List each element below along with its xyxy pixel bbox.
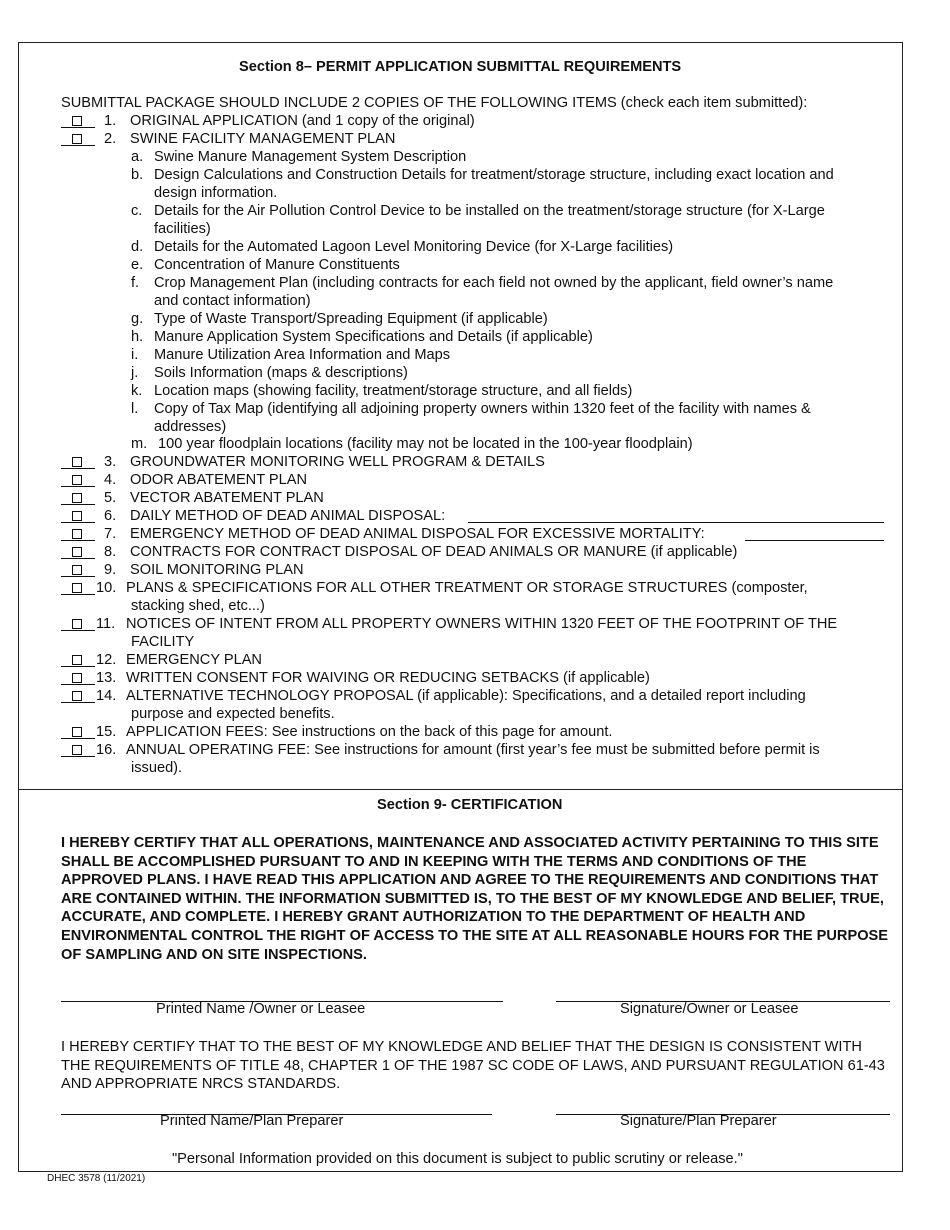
subitem-letter: d. (131, 239, 144, 255)
checkbox-12[interactable] (72, 655, 82, 665)
item-text: ANNUAL OPERATING FEE: See instructions for amount (first year’s fee must be submitted before permit is (126, 742, 820, 758)
checkbox-underline (61, 702, 95, 703)
item-number: 14. (96, 688, 117, 704)
checkbox-underline (61, 145, 95, 146)
item-number: 9. (104, 562, 117, 578)
subitem-text: Location maps (showing facility, treatment/storage structure, and all fields) (154, 383, 633, 399)
item-number: 7. (104, 526, 117, 542)
item-text: GROUNDWATER MONITORING WELL PROGRAM & DETAILS (130, 454, 545, 470)
subitem-letter: g. (131, 311, 144, 327)
item-text: SOIL MONITORING PLAN (130, 562, 304, 578)
checkbox-underline (61, 486, 95, 487)
design-certification: I HEREBY CERTIFY THAT TO THE BEST OF MY KNOWLEDGE AND BELIEF THAT THE DESIGN IS CONSISTENT WITH THE REQUIREMENTS OF TITLE 48, CHAPTER 1 OF THE 1987 SC CODE OF LAWS, AND PURSUANT REGULATION 61-43 AND APPROPRIATE NRCS STANDARDS. (61, 1039, 885, 1093)
subitem-letter: h. (131, 329, 144, 345)
subitem-text: Details for the Air Pollution Control Device to be installed on the treatment/storage structure (for X-Large (154, 203, 825, 219)
checkbox-6[interactable] (72, 511, 82, 521)
item-number: 13. (96, 670, 117, 686)
item-number: 12. (96, 652, 117, 668)
subitem-text: 100 year floodplain locations (facility may not be located in the 100-year floodplain) (158, 436, 693, 452)
subitem-text: Manure Utilization Area Information and Maps (154, 347, 451, 363)
certification-statement: I HEREBY CERTIFY THAT ALL OPERATIONS, MAINTENANCE AND ASSOCIATED ACTIVITY PERTAINING TO THIS SITE SHALL BE ACCOMPLISHED PURSUANT TO AND IN KEEPING WITH THE TERMS AND CONDITIONS OF THE APPROVED PLANS. I HAVE READ THIS APPLICATION AND AGREE TO THE REQUIREMENTS AND CONDITIONS THAT ARE CONTAINED WITHIN. THE INFORMATION SUBMITTED IS, TO THE BEST OF MY KNOWLEDGE AND BELIEF, TRUE, ACCURATE, AND COMPLETE. I HEREBY GRANT AUTHORIZATION TO THE DEPARTMENT OF HEALTH AND ENVIRONMENTAL CONTROL THE RIGHT OF ACCESS TO THE SITE AT ALL REASONABLE HOURS FOR THE PURPOSE OF SAMPLING AND ON SITE INSPECTIONS. (61, 835, 889, 963)
checkbox-16[interactable] (72, 745, 82, 755)
checkbox-7[interactable] (72, 529, 82, 539)
item-text-cont: stacking shed, etc...) (131, 598, 265, 614)
checkbox-10[interactable] (72, 583, 82, 593)
subitem-letter: a. (131, 149, 144, 165)
item-text: VECTOR ABATEMENT PLAN (130, 490, 324, 506)
emergency-disposal-input-line[interactable] (745, 540, 884, 541)
subitem-text: Soils Information (maps & descriptions) (154, 365, 408, 381)
form-id: DHEC 3578 (11/2021) (47, 1173, 146, 1184)
subitem-text-cont: facilities) (154, 221, 211, 237)
item-text: CONTRACTS FOR CONTRACT DISPOSAL OF DEAD ANIMALS OR MANURE (if applicable) (130, 544, 738, 560)
checkbox-13[interactable] (72, 673, 82, 683)
daily-disposal-input-line[interactable] (468, 522, 884, 523)
item-text: NOTICES OF INTENT FROM ALL PROPERTY OWNERS WITHIN 1320 FEET OF THE FOOTPRINT OF THE (126, 616, 838, 632)
item-number: 4. (104, 472, 117, 488)
item-number: 2. (104, 131, 117, 147)
section9-title: Section 9- CERTIFICATION (377, 797, 563, 813)
item-text: WRITTEN CONSENT FOR WAIVING OR REDUCING SETBACKS (if applicable) (126, 670, 650, 686)
subitem-letter: j. (131, 365, 139, 381)
subitem-letter: m. (131, 436, 148, 452)
subitem-text-cont: design information. (154, 185, 278, 201)
item-text: DAILY METHOD OF DEAD ANIMAL DISPOSAL: (130, 508, 446, 524)
checkbox-2[interactable] (72, 134, 82, 144)
item-number: 6. (104, 508, 117, 524)
item-number: 3. (104, 454, 117, 470)
item-number: 15. (96, 724, 117, 740)
item-number: 16. (96, 742, 117, 758)
subitem-text-cont: addresses) (154, 419, 227, 435)
preparer-signature-label: Signature/Plan Preparer (620, 1113, 777, 1129)
item-text: EMERGENCY METHOD OF DEAD ANIMAL DISPOSAL FOR EXCESSIVE MORTALITY: (130, 526, 705, 542)
owner-signature-label: Signature/Owner or Leasee (620, 1001, 799, 1017)
subitem-text: Swine Manure Management System Description (154, 149, 467, 165)
item-number: 5. (104, 490, 117, 506)
checkbox-underline (61, 468, 95, 469)
checkbox-underline (61, 684, 95, 685)
checkbox-4[interactable] (72, 475, 82, 485)
checkbox-underline (61, 522, 95, 523)
checkbox-15[interactable] (72, 727, 82, 737)
subitem-text: Concentration of Manure Constituents (154, 257, 400, 273)
checkbox-underline (61, 594, 95, 595)
item-text: ORIGINAL APPLICATION (and 1 copy of the original) (130, 113, 475, 129)
subitem-letter: k. (131, 383, 143, 399)
subitem-letter: e. (131, 257, 144, 273)
checkbox-underline (61, 576, 95, 577)
checkbox-underline (61, 666, 95, 667)
subitem-letter: l. (131, 401, 139, 417)
item-number: 10. (96, 580, 117, 596)
item-text-cont: FACILITY (131, 634, 195, 650)
checkbox-5[interactable] (72, 493, 82, 503)
subitem-text: Design Calculations and Construction Details for treatment/storage structure, including exact location and (154, 167, 834, 183)
subitem-letter: f. (131, 275, 140, 291)
subitem-letter: c. (131, 203, 143, 219)
item-text: APPLICATION FEES: See instructions on the back of this page for amount. (126, 724, 613, 740)
section8-title: Section 8– PERMIT APPLICATION SUBMITTAL REQUIREMENTS (239, 59, 682, 75)
subitem-text: Copy of Tax Map (identifying all adjoining property owners within 1320 feet of the facility with names & (154, 401, 811, 417)
checkbox-underline (61, 504, 95, 505)
checkbox-underline (61, 558, 95, 559)
section-divider (18, 789, 903, 790)
checkbox-3[interactable] (72, 457, 82, 467)
item-number: 8. (104, 544, 117, 560)
checkbox-underline (61, 756, 95, 757)
subitem-text: Type of Waste Transport/Spreading Equipment (if applicable) (154, 311, 548, 327)
checkbox-1[interactable] (72, 116, 82, 126)
checkbox-underline (61, 127, 95, 128)
subitem-text: Manure Application System Specifications and Details (if applicable) (154, 329, 593, 345)
checkbox-underline (61, 540, 95, 541)
item-text: SWINE FACILITY MANAGEMENT PLAN (130, 131, 396, 147)
checkbox-underline (61, 630, 95, 631)
item-text: EMERGENCY PLAN (126, 652, 262, 668)
item-number: 11. (96, 616, 116, 632)
subitem-text-cont: and contact information) (154, 293, 311, 309)
owner-name-label: Printed Name /Owner or Leasee (156, 1001, 366, 1017)
item-number: 1. (104, 113, 117, 129)
subitem-text: Details for the Automated Lagoon Level Monitoring Device (for X-Large facilities) (154, 239, 674, 255)
privacy-note: "Personal Information provided on this document is subject to public scrutiny or release." (172, 1151, 743, 1167)
item-text-cont: purpose and expected benefits. (131, 706, 335, 722)
subitem-letter: b. (131, 167, 144, 183)
item-text: ALTERNATIVE TECHNOLOGY PROPOSAL (if applicable): Specifications, and a detailed report including (126, 688, 806, 704)
subitem-text: Crop Management Plan (including contracts for each field not owned by the applicant, field owner’s name (154, 275, 834, 291)
checkbox-underline (61, 738, 95, 739)
checkbox-11[interactable] (72, 619, 82, 629)
checkbox-14[interactable] (72, 691, 82, 701)
checkbox-9[interactable] (72, 565, 82, 575)
subitem-letter: i. (131, 347, 139, 363)
preparer-name-label: Printed Name/Plan Preparer (160, 1113, 344, 1129)
item-text-cont: issued). (131, 760, 183, 776)
checkbox-8[interactable] (72, 547, 82, 557)
item-text: PLANS & SPECIFICATIONS FOR ALL OTHER TREATMENT OR STORAGE STRUCTURES (composter, (126, 580, 808, 596)
submittal-intro: SUBMITTAL PACKAGE SHOULD INCLUDE 2 COPIES OF THE FOLLOWING ITEMS (check each item submitted): (61, 95, 808, 111)
item-text: ODOR ABATEMENT PLAN (130, 472, 308, 488)
